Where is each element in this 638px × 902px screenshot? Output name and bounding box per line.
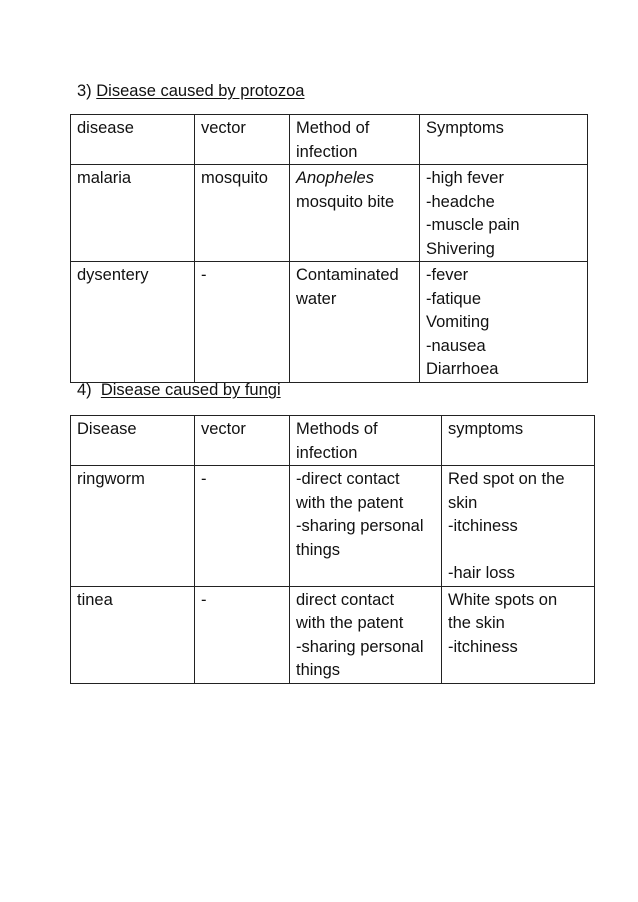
section-4-title: Disease caused by fungi: [100, 381, 281, 399]
method-cell: direct contact with the patent -sharing personal things: [290, 586, 442, 683]
disease-cell: malaria: [71, 165, 195, 262]
vector-cell: -: [195, 586, 290, 683]
protozoa-disease-table: [70, 114, 588, 383]
header-cell: Disease: [71, 416, 195, 466]
table-row: [71, 165, 588, 262]
vector-cell: -: [195, 262, 290, 383]
fungi-disease-table: [70, 415, 595, 684]
section-4-number: 4): [77, 381, 92, 399]
section-3-number: 3): [77, 82, 92, 100]
header-cell: symptoms: [442, 416, 595, 466]
method-cell: -direct contact with the patent -sharing personal things: [290, 466, 442, 587]
section-4-heading: [77, 379, 281, 401]
header-cell: vector: [195, 115, 290, 165]
method-text: mosquito bite: [296, 192, 395, 211]
symptoms-cell: -fever -fatique Vomiting -nausea Diarrhoea: [420, 262, 588, 383]
header-cell: Symptoms: [420, 115, 588, 165]
section-3-title: Disease caused by protozoa: [96, 82, 305, 100]
method-cell: Contaminated water: [290, 262, 420, 383]
table-row: [71, 262, 588, 383]
symptoms-cell: Red spot on the skin -itchiness -hair loss: [442, 466, 595, 587]
header-cell: Methods of infection: [290, 416, 442, 466]
vector-cell: -: [195, 466, 290, 587]
table-row: [71, 466, 595, 587]
vector-cell: mosquito: [195, 165, 290, 262]
table-row: [71, 586, 595, 683]
symptoms-cell: -high fever -headche -muscle pain Shivering: [420, 165, 588, 262]
section-3-heading: [77, 80, 304, 102]
disease-cell: tinea: [71, 586, 195, 683]
table-header-row: [71, 115, 588, 165]
disease-cell: ringworm: [71, 466, 195, 587]
disease-cell: dysentery: [71, 262, 195, 383]
header-cell: vector: [195, 416, 290, 466]
header-cell: Method of infection: [290, 115, 420, 165]
table-header-row: [71, 416, 595, 466]
header-cell: disease: [71, 115, 195, 165]
symptoms-cell: White spots on the skin -itchiness: [442, 586, 595, 683]
method-italic-text: Anopheles: [296, 169, 374, 187]
method-cell: [290, 165, 420, 262]
